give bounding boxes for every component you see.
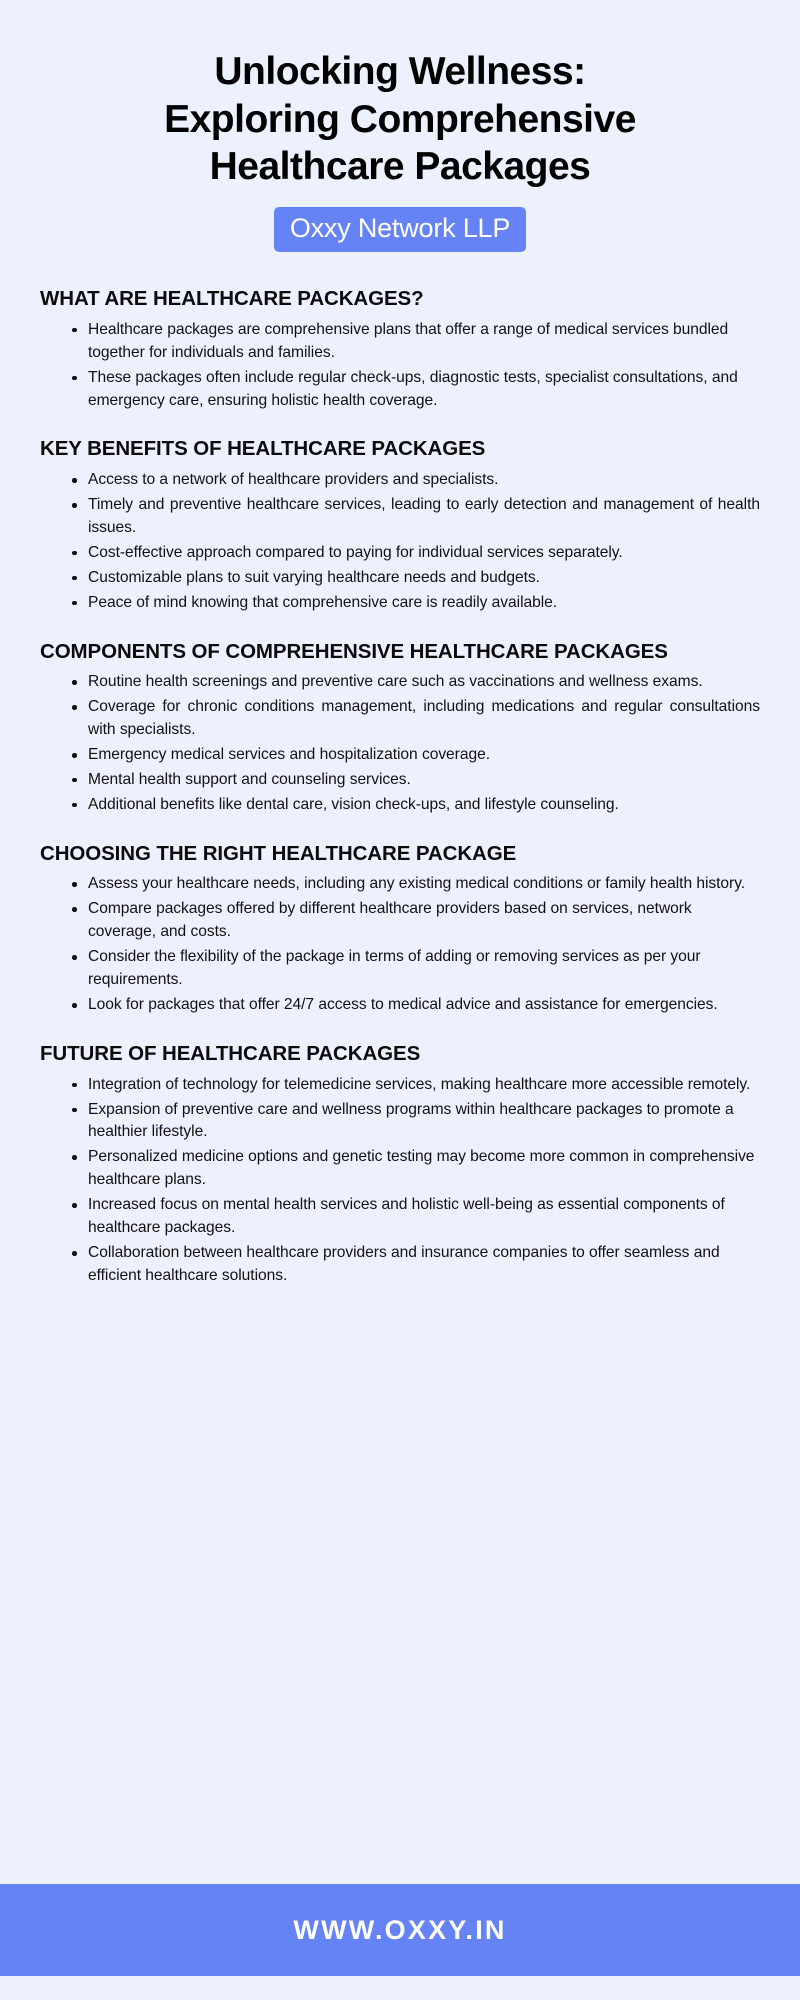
- brand-badge: Oxxy Network LLP: [274, 207, 526, 252]
- footer-website: WWW.OXXY.IN: [293, 1914, 507, 1945]
- section-heading: KEY BENEFITS OF HEALTHCARE PACKAGES: [40, 437, 486, 461]
- page-title-line-2: Exploring Comprehensive: [164, 97, 636, 141]
- content-sections: [0, 252, 800, 1854]
- section-heading: COMPONENTS OF COMPREHENSIVE HEALTHCARE PACKAGES: [40, 639, 668, 663]
- bullet-list: [40, 469, 760, 615]
- section: [40, 639, 760, 817]
- bullet-item: Integration of technology for telemedicine services, making healthcare more accessible remotely.: [72, 1074, 760, 1097]
- bullet-item: Coverage for chronic conditions management, including medications and regular consultations with specialists.: [72, 696, 760, 742]
- bullet-item: Additional benefits like dental care, vision check-ups, and lifestyle counseling.: [72, 794, 760, 817]
- bullet-item: Emergency medical services and hospitalization coverage.: [72, 744, 760, 767]
- brand-badge-container: [60, 207, 740, 252]
- bullet-item: Look for packages that offer 24/7 access to medical advice and assistance for emergencies.: [72, 994, 760, 1017]
- bullet-list: [40, 873, 760, 1017]
- footer-bottom-margin: [0, 1976, 800, 2000]
- footer-bar: [0, 1884, 800, 1976]
- bullet-list: [40, 319, 760, 413]
- section-heading: CHOOSING THE RIGHT HEALTHCARE PACKAGE: [40, 841, 517, 865]
- bullet-item: Mental health support and counseling services.: [72, 769, 760, 792]
- section: [40, 841, 760, 1017]
- bullet-item: Access to a network of healthcare providers and specialists.: [72, 469, 760, 492]
- bullet-item: Routine health screenings and preventive care such as vaccinations and wellness exams.: [72, 671, 760, 694]
- bullet-list: [40, 671, 760, 817]
- footer-spacer: [0, 1854, 800, 1884]
- section-heading: WHAT ARE HEALTHCARE PACKAGES?: [40, 287, 424, 311]
- bullet-list: [40, 1074, 760, 1288]
- bullet-item: Consider the flexibility of the package in terms of adding or removing services as per your requirements.: [72, 946, 760, 992]
- bullet-item: These packages often include regular check-ups, diagnostic tests, specialist consultations, and emergency care, ensuring holistic health coverage.: [72, 367, 760, 413]
- bullet-item: Timely and preventive healthcare services, leading to early detection and management of health issues.: [72, 494, 760, 540]
- page-title: [60, 48, 740, 191]
- bullet-item: Compare packages offered by different healthcare providers based on services, network coverage, and costs.: [72, 898, 760, 944]
- section-heading: FUTURE OF HEALTHCARE PACKAGES: [40, 1041, 421, 1065]
- bullet-item: Customizable plans to suit varying healthcare needs and budgets.: [72, 567, 760, 590]
- bullet-item: Cost-effective approach compared to paying for individual services separately.: [72, 542, 760, 565]
- section: [40, 436, 760, 614]
- page-title-line-1: Unlocking Wellness:: [214, 50, 586, 93]
- bullet-item: Increased focus on mental health services and holistic well-being as essential components of healthcare packages.: [72, 1194, 760, 1240]
- header: [0, 0, 800, 252]
- bullet-item: Expansion of preventive care and wellness programs within healthcare packages to promote a healthier lifestyle.: [72, 1099, 760, 1145]
- bullet-item: Personalized medicine options and genetic testing may become more common in comprehensive healthcare plans.: [72, 1146, 760, 1192]
- bullet-item: Collaboration between healthcare providers and insurance companies to offer seamless and efficient healthcare solutions.: [72, 1242, 760, 1288]
- bullet-item: Assess your healthcare needs, including any existing medical conditions or family health history.: [72, 873, 760, 896]
- bullet-item: Peace of mind knowing that comprehensive care is readily available.: [72, 592, 760, 615]
- bullet-item: Healthcare packages are comprehensive plans that offer a range of medical services bundled together for individuals and families.: [72, 319, 760, 365]
- section: [40, 1041, 760, 1288]
- page-title-line-3: Healthcare Packages: [209, 145, 591, 189]
- section: [40, 286, 760, 412]
